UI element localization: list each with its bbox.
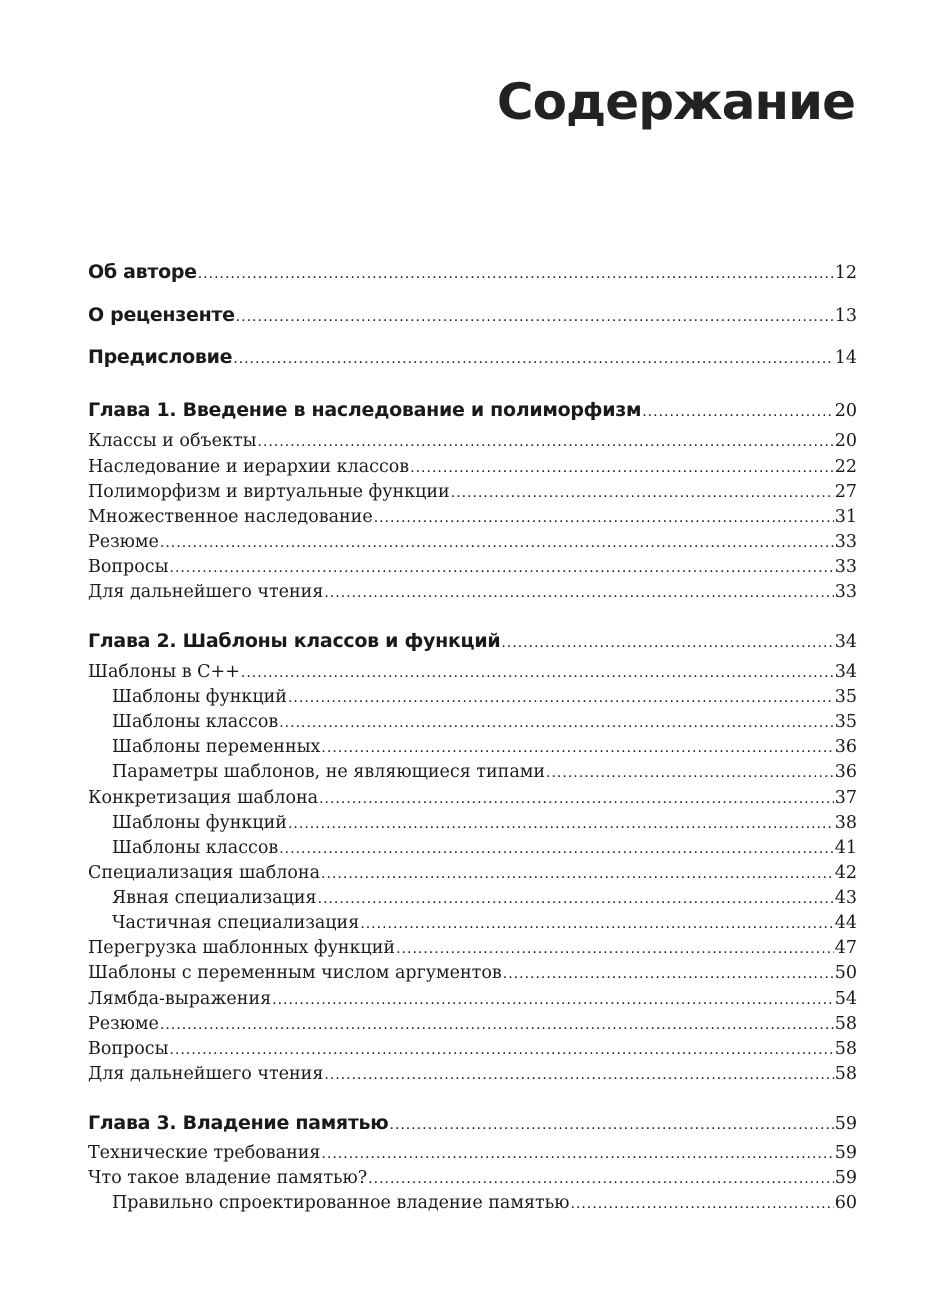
toc-entry-page: 60 xyxy=(834,1193,857,1213)
toc-entry-title: Вопросы xyxy=(88,557,169,577)
toc-entry-title: Технические требования xyxy=(88,1143,321,1163)
dot-leader xyxy=(360,911,833,937)
toc-entry-page: 33 xyxy=(834,582,857,602)
toc-subentry[interactable] xyxy=(88,734,857,760)
toc-entry-title: Параметры шаблонов, не являющиеся типами xyxy=(112,762,546,782)
toc-entry-title: Шаблоны классов xyxy=(112,712,279,732)
toc-entry-preface[interactable] xyxy=(88,344,857,370)
toc-entry-title: Вопросы xyxy=(88,1039,169,1059)
toc-entry-page: 47 xyxy=(834,938,857,958)
dot-leader xyxy=(318,886,834,912)
toc-entry-page: 50 xyxy=(834,963,857,983)
toc-entry-title: Шаблоны классов xyxy=(112,838,279,858)
dot-leader xyxy=(241,660,834,686)
toc-entry[interactable] xyxy=(88,1140,857,1166)
toc-entry-title: Шаблоны с переменным числом аргументов xyxy=(88,963,502,983)
toc-entry-about-author[interactable] xyxy=(88,259,857,285)
toc-entry-page: 12 xyxy=(834,263,857,283)
dot-leader xyxy=(503,961,834,987)
dot-leader xyxy=(160,530,834,556)
toc-entry-page: 58 xyxy=(834,1064,857,1084)
toc-entry-title: Классы и объекты xyxy=(88,431,257,451)
toc-entry[interactable] xyxy=(88,935,857,961)
toc-entry[interactable] xyxy=(88,960,857,986)
toc-entry-page: 37 xyxy=(834,788,857,808)
toc-entry-title: Правильно спроектированное владение памятью xyxy=(112,1193,570,1213)
dot-leader xyxy=(389,1112,833,1138)
dot-leader xyxy=(546,760,834,786)
toc-entry-about-reviewer[interactable] xyxy=(88,302,857,328)
toc-entry-page: 38 xyxy=(834,813,857,833)
toc-entry-title: Полиморфизм и виртуальные функции xyxy=(88,482,450,502)
toc-entry-title: Для дальнейшего чтения xyxy=(88,1064,324,1084)
toc-entry-title: Об авторе xyxy=(88,261,197,283)
toc-entry[interactable] xyxy=(88,1165,857,1191)
toc-entry-title: Конкретизация шаблона xyxy=(88,788,319,808)
dot-leader xyxy=(170,1037,834,1063)
dot-leader xyxy=(288,811,834,837)
toc-entry-title: Глава 3. Владение памятью xyxy=(88,1112,389,1134)
dot-leader xyxy=(324,1062,833,1088)
toc-entry[interactable] xyxy=(88,428,857,454)
toc-subentry[interactable] xyxy=(88,810,857,836)
toc-entry[interactable] xyxy=(88,659,857,685)
toc-entry-page: 36 xyxy=(834,737,857,757)
dot-leader xyxy=(570,1191,833,1217)
toc-entry-title: Резюме xyxy=(88,1014,159,1034)
toc-entry-title: Резюме xyxy=(88,532,159,552)
dot-leader xyxy=(374,505,834,531)
toc-subentry[interactable] xyxy=(88,684,857,710)
toc-entry-page: 34 xyxy=(834,632,857,652)
toc-entry[interactable] xyxy=(88,1036,857,1062)
dot-leader xyxy=(410,455,834,481)
dot-leader xyxy=(170,555,834,581)
dot-leader xyxy=(324,580,833,606)
toc-entry-title: Предисловие xyxy=(88,346,233,368)
toc-entry[interactable] xyxy=(88,504,857,530)
toc-entry-title: Лямбда-выражения xyxy=(88,989,272,1009)
toc-entry-title: Шаблоны функций xyxy=(112,687,287,707)
dot-leader xyxy=(501,630,833,656)
toc-entry-page: 35 xyxy=(834,712,857,732)
toc-entry-page: 44 xyxy=(834,913,857,933)
toc-entry-page: 54 xyxy=(834,989,857,1009)
toc-entry-page: 43 xyxy=(834,888,857,908)
toc-entry-title: Глава 1. Введение в наследование и полиморфизм xyxy=(88,399,642,421)
toc-entry[interactable] xyxy=(88,785,857,811)
dot-leader xyxy=(321,861,834,887)
toc-entry-title: Глава 2. Шаблоны классов и функций xyxy=(88,630,501,652)
toc-entry-title: Шаблоны в С++ xyxy=(88,662,240,682)
toc-entry[interactable] xyxy=(88,1011,857,1037)
toc-entry[interactable] xyxy=(88,554,857,580)
toc-entry[interactable] xyxy=(88,860,857,886)
dot-leader xyxy=(321,1141,833,1167)
dot-leader xyxy=(236,304,834,330)
toc-entry-page: 34 xyxy=(834,662,857,682)
toc-entry[interactable] xyxy=(88,1061,857,1087)
toc-chapter-3[interactable] xyxy=(88,1110,857,1136)
toc-entry-title: Специализация шаблона xyxy=(88,863,321,883)
dot-leader xyxy=(233,346,834,372)
toc-entry-page: 27 xyxy=(834,482,857,502)
dot-leader xyxy=(396,936,834,962)
toc-entry-page: 42 xyxy=(834,863,857,883)
toc-subentry[interactable] xyxy=(88,885,857,911)
dot-leader xyxy=(288,685,834,711)
toc-entry-page: 58 xyxy=(834,1014,857,1034)
dot-leader xyxy=(321,735,833,761)
toc-entry[interactable] xyxy=(88,454,857,480)
toc-chapter-2[interactable] xyxy=(88,628,857,654)
toc-entry-title: Шаблоны переменных xyxy=(112,737,321,757)
toc-subentry[interactable] xyxy=(88,835,857,861)
toc-entry-title: Перегрузка шаблонных функций xyxy=(88,938,396,958)
toc-entry[interactable] xyxy=(88,986,857,1012)
dot-leader xyxy=(279,710,833,736)
toc-entry-page: 20 xyxy=(834,431,857,451)
toc-entry-page: 59 xyxy=(834,1168,857,1188)
toc-entry-title: Явная специализация xyxy=(112,888,317,908)
toc-entry-page: 41 xyxy=(834,838,857,858)
dot-leader xyxy=(258,429,834,455)
toc-entry-page: 33 xyxy=(834,532,857,552)
toc-entry-page: 14 xyxy=(834,348,857,368)
toc-entry-page: 36 xyxy=(834,762,857,782)
toc-entry-title: О рецензенте xyxy=(88,304,235,326)
toc-entry[interactable] xyxy=(88,529,857,555)
toc-entry-title: Что такое владение памятью? xyxy=(88,1168,368,1188)
page-title: Содержание xyxy=(496,73,855,131)
toc-entry-title: Шаблоны функций xyxy=(112,813,287,833)
toc-entry-page: 31 xyxy=(834,507,857,527)
toc-entry-title: Наследование и иерархии классов xyxy=(88,457,410,477)
dot-leader xyxy=(368,1166,834,1192)
toc-entry-page: 59 xyxy=(834,1114,857,1134)
toc-entry-title: Множественное наследование xyxy=(88,507,373,527)
toc-subentry[interactable] xyxy=(88,1190,857,1216)
toc-entry[interactable] xyxy=(88,479,857,505)
toc-entry[interactable] xyxy=(88,579,857,605)
dot-leader xyxy=(279,836,833,862)
dot-leader xyxy=(272,987,834,1013)
dot-leader xyxy=(642,399,834,425)
dot-leader xyxy=(160,1012,834,1038)
toc-entry-title: Для дальнейшего чтения xyxy=(88,582,324,602)
toc-entry-page: 35 xyxy=(834,687,857,707)
toc-entry-page: 59 xyxy=(834,1143,857,1163)
toc-entry-page: 22 xyxy=(834,457,857,477)
dot-leader xyxy=(451,480,834,506)
dot-leader xyxy=(319,786,834,812)
toc-entry-page: 13 xyxy=(834,306,857,326)
toc-chapter-1[interactable] xyxy=(88,397,857,423)
toc-entry-page: 58 xyxy=(834,1039,857,1059)
toc-entry-page: 20 xyxy=(834,401,857,421)
toc-subentry[interactable] xyxy=(88,910,857,936)
toc-subentry[interactable] xyxy=(88,709,857,735)
toc-entry-title: Частичная специализация xyxy=(112,913,360,933)
toc-entry-page: 33 xyxy=(834,557,857,577)
toc-subentry[interactable] xyxy=(88,759,857,785)
dot-leader xyxy=(198,261,834,287)
